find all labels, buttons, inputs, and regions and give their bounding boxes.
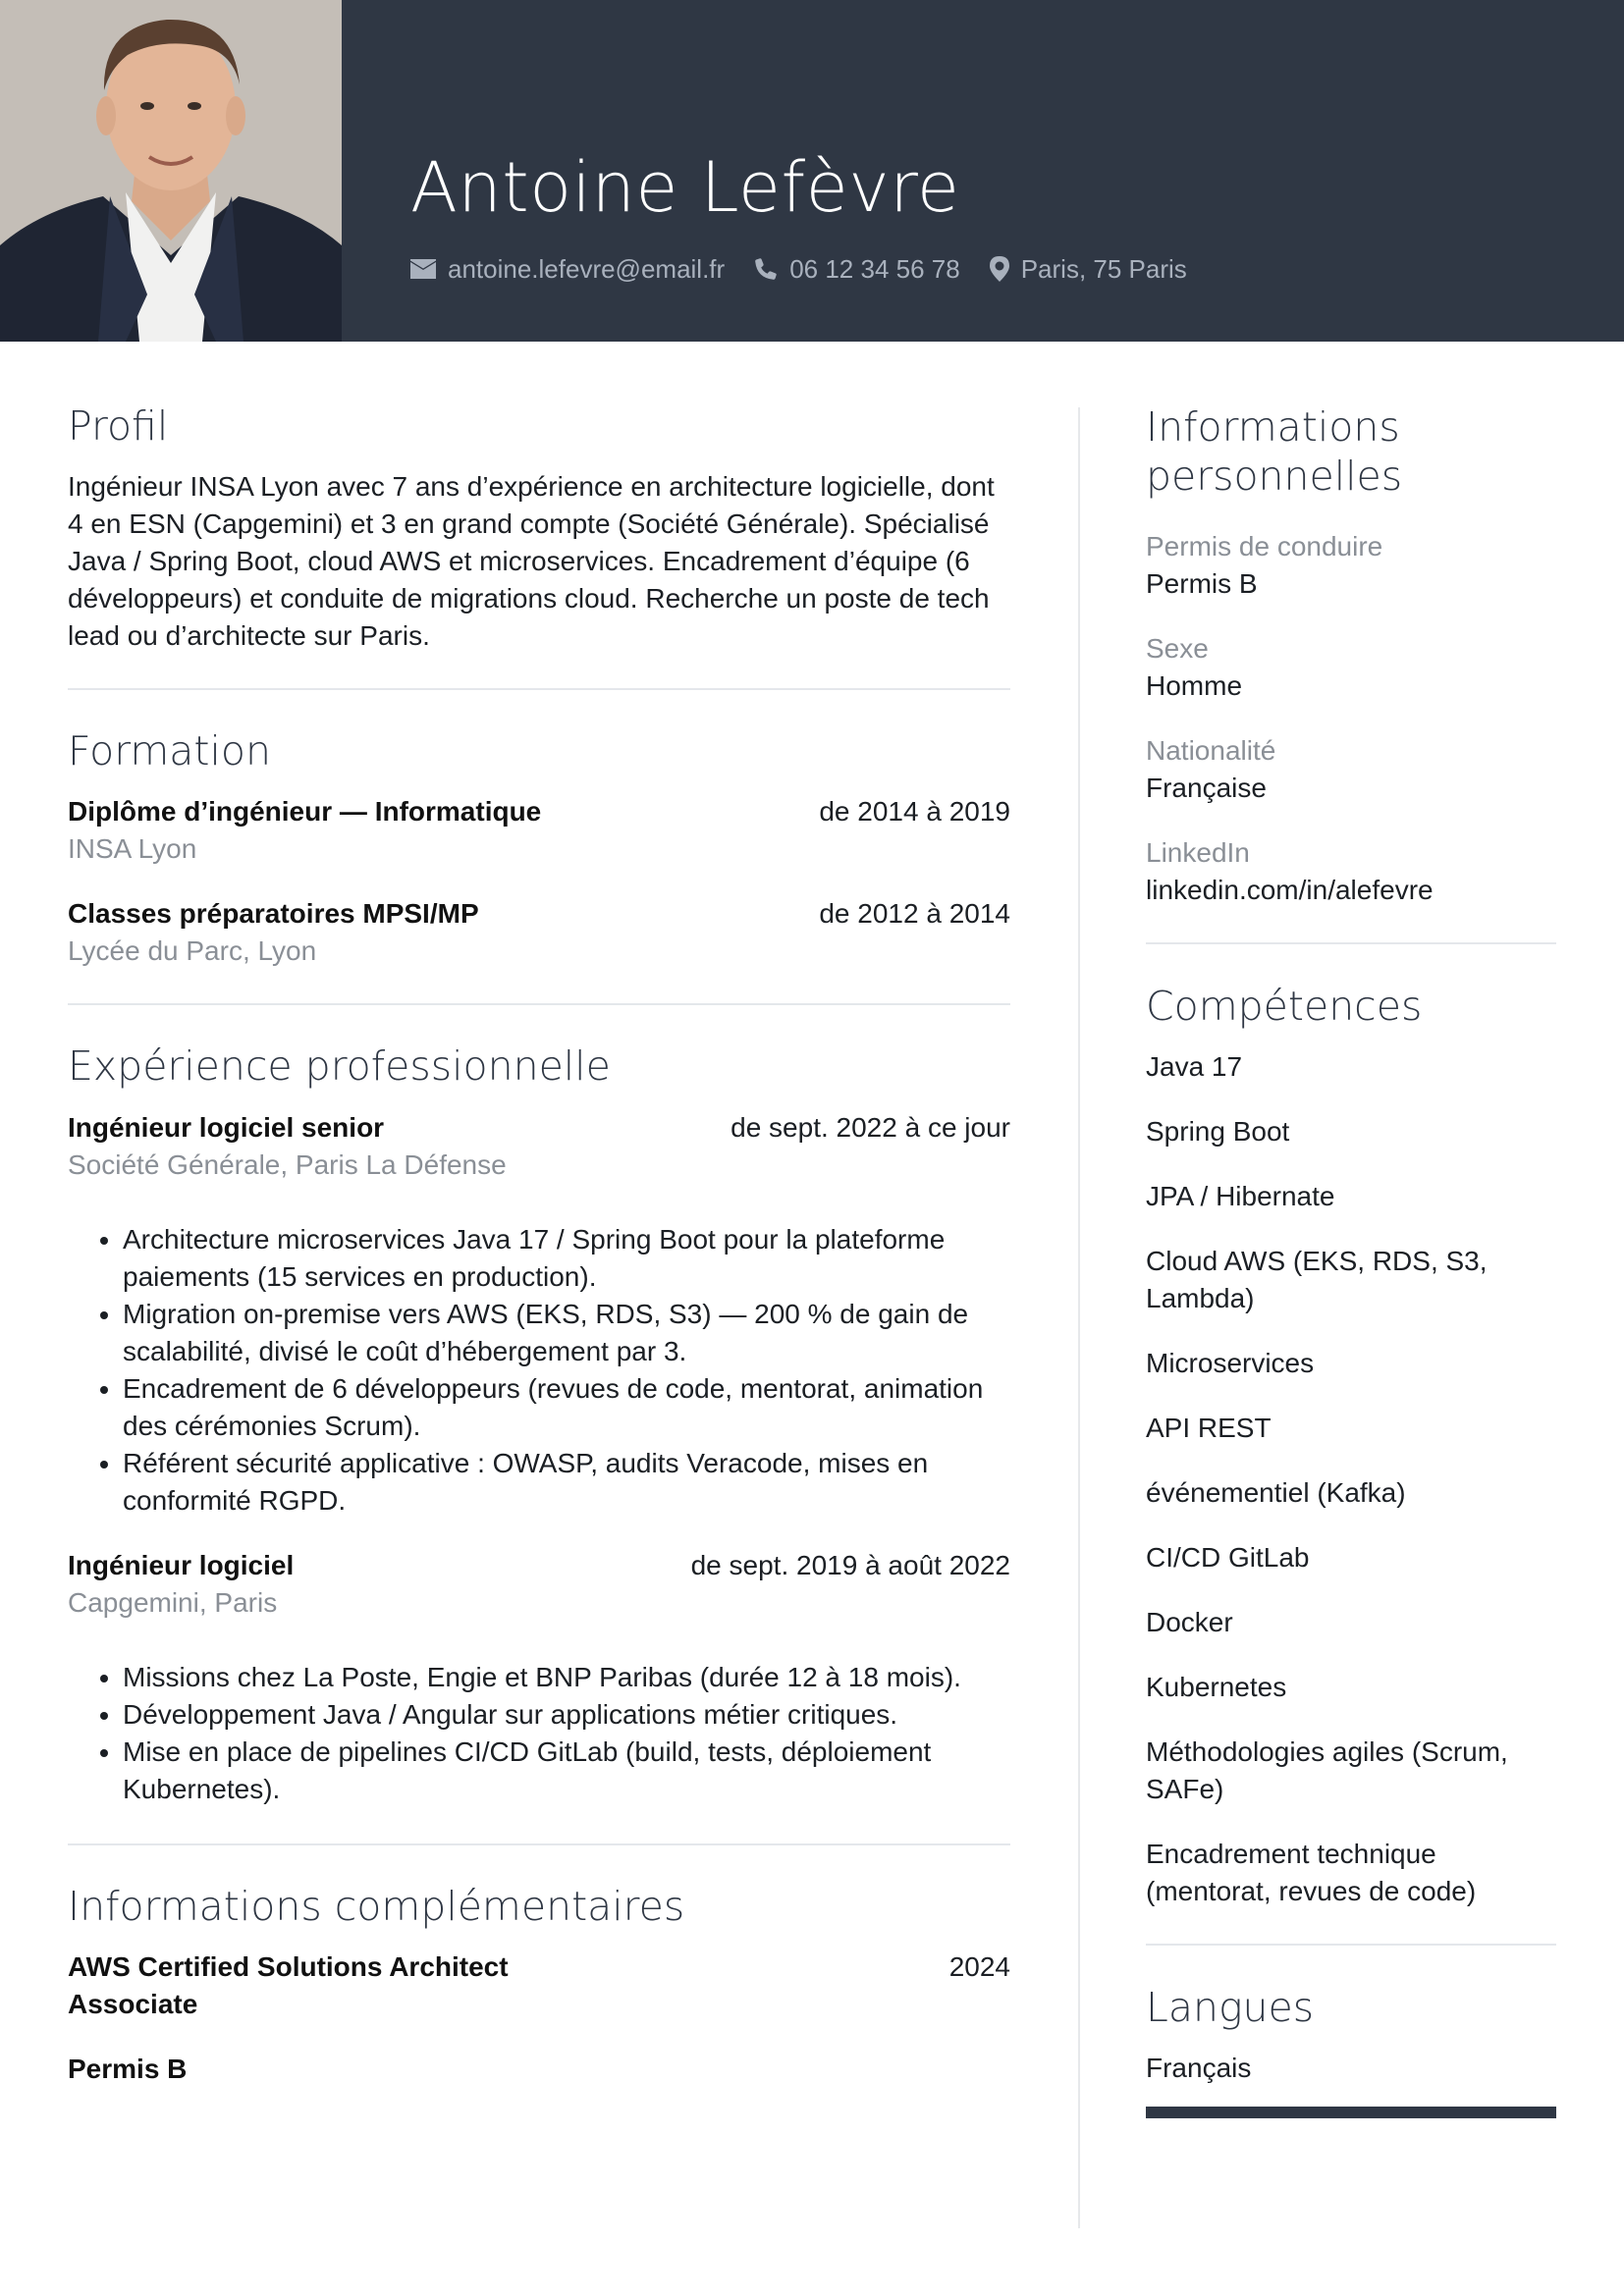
- job-bullet: • Référent sécurité applicative : OWASP, audits Veracode, mises en conformité RGPD.: [123, 1445, 1010, 1520]
- education-entry: [68, 895, 1010, 970]
- sidebar: [1146, 402, 1556, 2118]
- skill-item: Docker: [1146, 1607, 1233, 1637]
- envelope-icon: [410, 259, 436, 279]
- education-school: Lycée du Parc, Lyon: [68, 935, 317, 967]
- skill-item: Encadrement technique (mentorat, revues de code): [1146, 1839, 1477, 1906]
- map-pin-icon: [990, 256, 1009, 282]
- info-label: Permis de conduire: [1146, 531, 1383, 561]
- job-bullet: • Mise en place de pipelines CI/CD GitLab (build, tests, déploiement Kubernetes).: [123, 1734, 1010, 1808]
- info-value: Permis B: [1146, 568, 1258, 599]
- skill-item: Java 17: [1146, 1051, 1243, 1082]
- additional-entry: [68, 2051, 1010, 2088]
- skills-list: [1146, 1048, 1556, 1910]
- personal-info-section: [1146, 402, 1556, 909]
- skill-item: JPA / Hibernate: [1146, 1181, 1335, 1211]
- contact-bar: [410, 251, 1187, 287]
- experience-entry: [68, 1547, 1010, 1808]
- section-divider: [68, 1003, 1010, 1005]
- profile-photo: [0, 0, 342, 342]
- experience-entry: [68, 1109, 1010, 1520]
- job-bullet: • Migration on-premise vers AWS (EKS, RDS, S3) — 200 % de gain de scalabilité, divisé le coût d’hébergement par 3.: [123, 1296, 1010, 1370]
- job-bullet: • Développement Java / Angular sur applications métier critiques.: [123, 1696, 1010, 1734]
- job-bullets: [68, 1221, 1010, 1520]
- education-section: [68, 727, 1010, 970]
- job-bullet: • Architecture microservices Java 17 / Spring Boot pour la plateforme paiements (15 services en production).: [123, 1221, 1010, 1296]
- skills-title: Compétences: [1146, 983, 1423, 1030]
- languages-section: [1146, 1983, 1556, 2118]
- education-dates: de 2014 à 2019: [819, 796, 1010, 828]
- candidate-name: Antoine Lefèvre: [410, 147, 960, 228]
- job-dates: de sept. 2022 à ce jour: [731, 1111, 1010, 1143]
- skill-item: Microservices: [1146, 1348, 1315, 1378]
- certification-label: AWS Certified Solutions Architect Associate: [68, 1950, 509, 2019]
- main-column: [68, 402, 1010, 2088]
- education-entry: [68, 793, 1010, 868]
- info-value: Homme: [1146, 670, 1243, 701]
- job-role: Ingénieur logiciel senior: [68, 1111, 385, 1143]
- contact-phone[interactable]: [754, 254, 960, 285]
- personal-info-item: [1146, 630, 1556, 705]
- section-divider: [1146, 1944, 1556, 1946]
- skill-item: CI/CD GitLab: [1146, 1542, 1310, 1573]
- additional-section: [68, 1883, 1010, 2088]
- additional-title: Informations complémentaires: [68, 1882, 685, 1930]
- info-label: LinkedIn: [1146, 837, 1250, 868]
- linkedin-link[interactable]: linkedin.com/in/alefevre: [1146, 875, 1434, 905]
- section-divider: [68, 1843, 1010, 1845]
- skill-item: Spring Boot: [1146, 1116, 1290, 1147]
- personal-info-title: Informations personnelles: [1146, 403, 1403, 500]
- personal-info-item: [1146, 732, 1556, 807]
- experience-section: [68, 1042, 1010, 1807]
- language-item: [1146, 2050, 1556, 2118]
- section-divider: [1146, 942, 1556, 944]
- job-dates: de sept. 2019 à août 2022: [690, 1549, 1010, 1580]
- language-name: Français: [1146, 2053, 1252, 2083]
- skills-section: [1146, 982, 1556, 1910]
- location-text: Paris, 75 Paris: [1020, 253, 1187, 284]
- education-degree: Classes préparatoires MPSI/MP: [68, 898, 479, 930]
- education-dates: de 2012 à 2014: [819, 898, 1010, 930]
- personal-info-item: [1146, 528, 1556, 603]
- certification-date: 2024: [948, 1950, 1010, 1982]
- profile-section: [68, 402, 1010, 655]
- skill-item: événementiel (Kafka): [1146, 1477, 1406, 1508]
- phone-icon: [754, 257, 778, 281]
- header: [0, 0, 1624, 342]
- email-text: antoine.lefevre@email.fr: [448, 253, 726, 284]
- languages-title: Langues: [1146, 1984, 1315, 2031]
- skill-item: API REST: [1146, 1413, 1272, 1443]
- info-label: Nationalité: [1146, 735, 1276, 766]
- profile-title: Profil: [68, 402, 169, 450]
- education-title: Formation: [68, 727, 271, 775]
- contact-location: [990, 254, 1187, 285]
- experience-title: Expérience professionnelle: [68, 1042, 611, 1091]
- job-company: Société Générale, Paris La Défense: [68, 1148, 507, 1180]
- skill-item: Cloud AWS (EKS, RDS, S3, Lambda): [1146, 1246, 1488, 1313]
- education-degree: Diplôme d’ingénieur — Informatique: [68, 796, 542, 828]
- additional-label: Permis B: [68, 2053, 188, 2084]
- additional-entry: [68, 1949, 1010, 2023]
- language-level-bar: [1146, 2107, 1556, 2118]
- info-value: Française: [1146, 773, 1267, 803]
- job-bullet: • Missions chez La Poste, Engie et BNP Paribas (durée 12 à 18 mois).: [123, 1659, 1010, 1696]
- job-company: Capgemini, Paris: [68, 1586, 278, 1618]
- column-separator: [1078, 407, 1080, 2228]
- skill-item: Kubernetes: [1146, 1672, 1287, 1702]
- personal-info-item: [1146, 834, 1556, 909]
- phone-text: 06 12 34 56 78: [789, 253, 960, 284]
- section-divider: [68, 688, 1010, 690]
- contact-email[interactable]: [410, 254, 725, 285]
- info-label: Sexe: [1146, 633, 1209, 664]
- profile-text: Ingénieur INSA Lyon avec 7 ans d’expérience en architecture logicielle, dont 4 en ESN (Capgemini) et 3 en grand compte (Société Générale). Spécialisé Java / Spring Boot, cloud AWS et microservices. Encadrement d’équipe (6 développeurs) et conduite de migrations cloud. Recherche un poste de tech lead ou d’architecte sur Paris.: [68, 471, 995, 652]
- job-bullet: • Encadrement de 6 développeurs (revues de code, mentorat, animation des cérémonies Scrum).: [123, 1370, 1010, 1445]
- job-role: Ingénieur logiciel: [68, 1549, 295, 1580]
- education-school: INSA Lyon: [68, 833, 197, 865]
- skill-item: Méthodologies agiles (Scrum, SAFe): [1146, 1736, 1508, 1804]
- job-bullets: [68, 1659, 1010, 1808]
